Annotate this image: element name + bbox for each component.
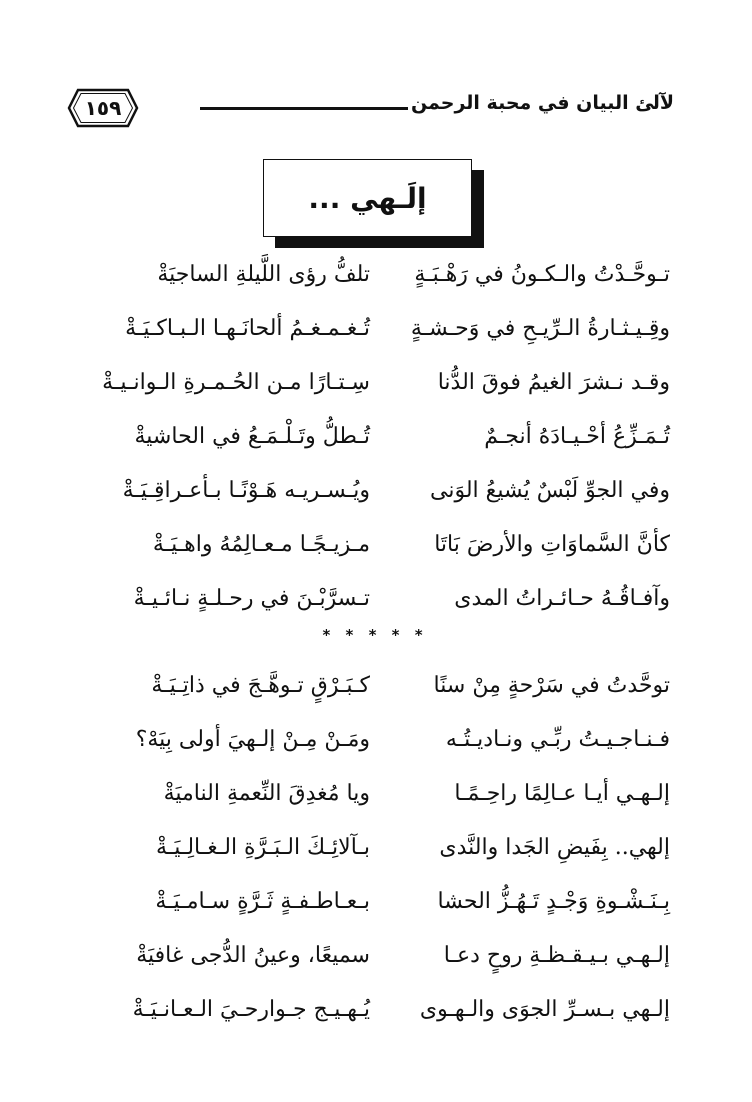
page-number-badge (66, 86, 140, 130)
stanza-1 (70, 250, 670, 628)
hemistich-first: كأنَّ السَّماوَاتِ والأرضَ بَاتَا (434, 532, 670, 557)
verse (70, 931, 670, 985)
verse (70, 661, 670, 715)
hemistich-second: تُـطلُّ وتَـلْـمَـعُ في الحاشيةْ (134, 424, 370, 449)
verse (70, 769, 670, 823)
hemistich-second: مـزيـجًـا مـعـالِمُهُ واهـيَـةْ (152, 532, 370, 557)
poem-heading: إلَـهي ... (308, 181, 427, 215)
hemistich-first: إلهي.. بِفَيضِ الجَدا والنَّدى (439, 835, 670, 860)
verse (70, 304, 670, 358)
hemistich-second: ويُـسـريـه هَـوْنًـا بـأعـراقِـيَـةْ (122, 478, 370, 503)
hemistich-first: إلـهـي بـيـقـظـةِ روحٍ دعـا (443, 943, 670, 968)
stanza-divider: * * * * * (322, 626, 428, 644)
hemistich-second: سميعًا، وعينُ الدُّجى غافيَةْ (136, 943, 370, 968)
stanza-2 (70, 661, 670, 1039)
verse (70, 466, 670, 520)
verse (70, 985, 670, 1039)
hemistich-first: إلـهـي أيـا عـالِمًا راحِـمًـا (454, 781, 670, 806)
verse (70, 823, 670, 877)
verse (70, 715, 670, 769)
hemistich-first: إلـهي بـسـرِّ الجوَى والـهـوى (419, 997, 670, 1022)
hemistich-first: وقِـيـثـارةُ الـرِّيـحِ في وَحـشـةٍ (410, 316, 670, 341)
poem-heading-box (263, 159, 472, 237)
hemistich-second: ومَـنْ مِـنْ إلـهيَ أولى بِيَهْ؟ (135, 727, 370, 752)
hemistich-first: توحَّدتُ في سَرْحةٍ مِنْ سنًا (433, 673, 670, 698)
verse (70, 358, 670, 412)
verse (70, 412, 670, 466)
verse (70, 877, 670, 931)
hemistich-second: تُـغـمـغـمُ ألحانَـهـا الـبـاكـيَـةْ (125, 316, 370, 341)
hemistich-first: تُـمَـزِّعُ أحْـيـادَهُ أنجـمٌ (484, 424, 670, 449)
book-title: لآلئ البيان في محبة الرحمن (410, 92, 674, 114)
hemistich-second: كـبَـرْقٍ تـوهَّـجَ في ذاتِـيَـةْ (151, 673, 370, 698)
verse (70, 250, 670, 304)
verse (70, 574, 670, 628)
hemistich-second: يُـهـيـج جـوارحـيَ الـعـانـيَـةْ (132, 997, 370, 1022)
hemistich-second: بـآلائِـكَ الـبَـرَّةِ الـغـالِـيَـةْ (156, 835, 370, 860)
hemistich-first: وآفـاقُـهُ حـائـراتُ المدى (454, 586, 670, 611)
hemistich-second: بـعـاطـفـةٍ ثَـرَّةٍ سـامـيَـةْ (155, 889, 370, 914)
hemistich-first: وقـد نـشرَ الغيمُ فوقَ الدُّنا (437, 370, 670, 395)
hemistich-second: تلفُّ رؤى اللَّيلةِ الساجيَةْ (157, 262, 370, 287)
hemistich-first: تـوحَّـدْتُ والـكـونُ في رَهْـبَـةٍ (414, 262, 670, 287)
hemistich-first: بِـنَـشْـوةِ وَجْـدٍ تَـهُـزُّ الحشا (437, 889, 670, 914)
page-number: ١٥٩ (84, 96, 122, 120)
hemistich-second: سِـتـارًا مـن الحُـمـرةِ الـوانـيـةْ (102, 370, 370, 395)
hemistich-second: تـسرَّبْـنَ في رحـلـةٍ نـائـيـةْ (133, 586, 370, 611)
hemistich-first: فـنـاجـيـتُ ربِّـي ونـاديـتُـه (445, 727, 670, 752)
header-rule (200, 107, 408, 110)
hemistich-second: ويا مُغدِقَ النِّعمةِ الناميَةْ (163, 781, 370, 806)
verse (70, 520, 670, 574)
hemistich-first: وفي الجوِّ لَبْسٌ يُشيعُ الوَنى (430, 478, 670, 503)
